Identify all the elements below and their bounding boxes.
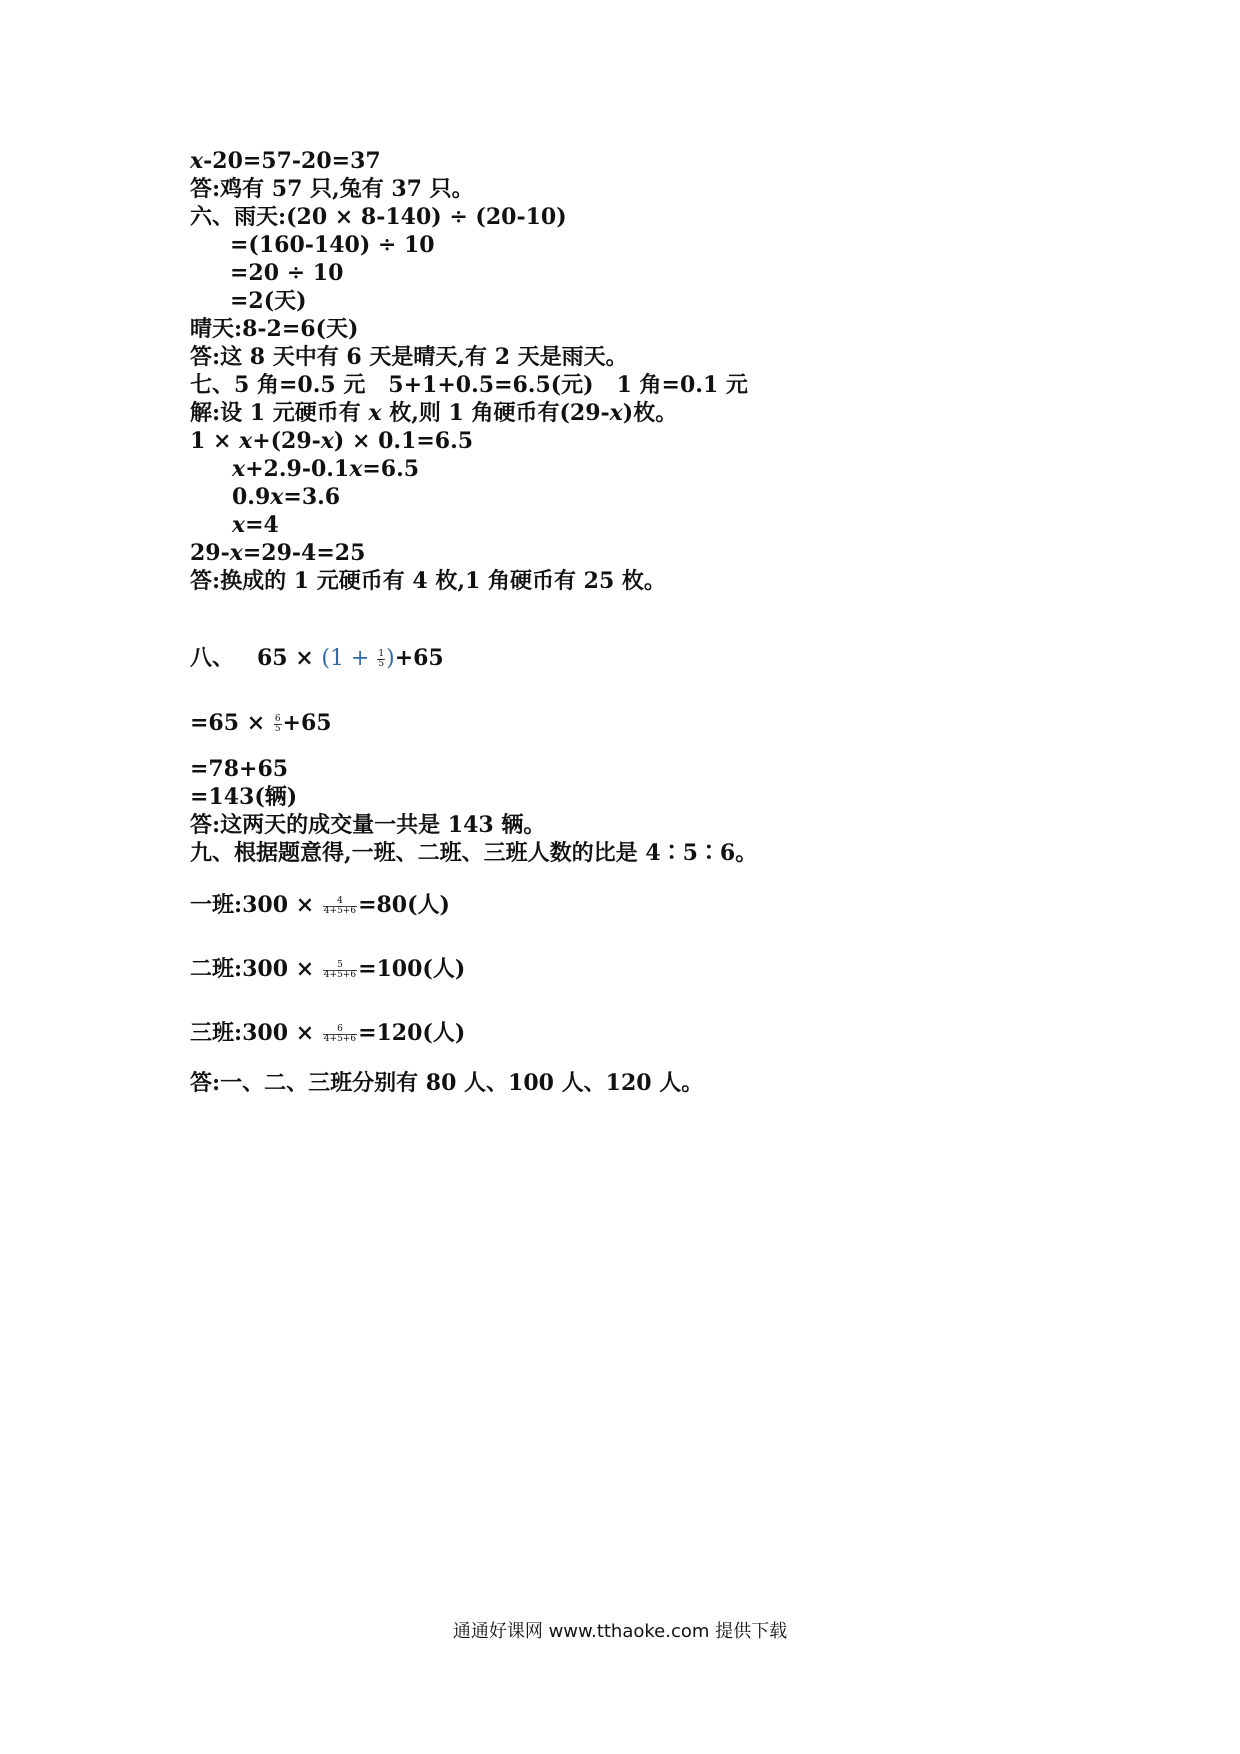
equation-line: =20 ÷ 10 bbox=[230, 260, 344, 286]
section-eight-heading bbox=[190, 645, 444, 672]
variable-x: x bbox=[368, 400, 382, 426]
text-segment: +2.9-0.1 bbox=[245, 456, 350, 482]
text-segment: 八、 65 × bbox=[190, 645, 322, 671]
equation-line bbox=[190, 428, 473, 454]
text-segment: 29- bbox=[190, 540, 230, 566]
section-nine-heading: 九、根据题意得,一班、二班、三班人数的比是 4∶5∶6。 bbox=[190, 840, 758, 866]
text-segment: +(29- bbox=[252, 428, 321, 454]
text-segment: 三班:300 × bbox=[190, 1020, 322, 1046]
text-segment: =65 × bbox=[190, 710, 273, 736]
paren-close: ) bbox=[386, 646, 395, 671]
equation-line bbox=[190, 540, 365, 566]
text-segment: 枚,则 1 角硬币有(29- bbox=[381, 400, 610, 426]
equation-line bbox=[190, 956, 465, 982]
footer-credit: 通通好课网 www.tthaoke.com 提供下载 bbox=[452, 1621, 788, 1642]
text-segment: 1 × bbox=[190, 428, 240, 454]
answer-line: 答:这两天的成交量一共是 143 辆。 bbox=[190, 812, 546, 838]
equation-line bbox=[190, 892, 450, 918]
equation-line bbox=[232, 484, 340, 510]
fraction-numerator: 1 bbox=[378, 648, 385, 659]
fraction-denominator: 5 bbox=[274, 723, 281, 734]
fraction-numerator: 6 bbox=[274, 713, 281, 724]
variable-x: x bbox=[320, 428, 334, 454]
fraction bbox=[323, 961, 357, 980]
equation-text: -20=57-20=37 bbox=[203, 148, 381, 174]
text-segment: 二班:300 × bbox=[190, 956, 322, 982]
equation-line: =78+65 bbox=[190, 756, 289, 782]
text-segment: =3.6 bbox=[283, 484, 341, 510]
solution-setup-line bbox=[190, 400, 677, 426]
fraction-denominator: 4+5+6 bbox=[323, 1033, 357, 1044]
answer-line: 答:换成的 1 元硬币有 4 枚,1 角硬币有 25 枚。 bbox=[190, 568, 666, 594]
variable-x: x bbox=[609, 400, 623, 426]
variable-x: x bbox=[232, 512, 246, 538]
equation-line bbox=[190, 710, 332, 736]
text-segment: =80(人) bbox=[358, 892, 450, 918]
fraction-denominator: 5 bbox=[378, 658, 385, 669]
variable-x: x bbox=[232, 456, 246, 482]
equation-line: 晴天:8-2=6(天) bbox=[190, 316, 359, 342]
answer-line: 答:一、二、三班分别有 80 人、100 人、120 人。 bbox=[190, 1070, 704, 1096]
variable-x: x bbox=[239, 428, 253, 454]
fraction-denominator: 4+5+6 bbox=[323, 905, 357, 916]
variable-x: x bbox=[349, 456, 363, 482]
equation-line bbox=[232, 512, 279, 538]
answer-line: 答:这 8 天中有 6 天是晴天,有 2 天是雨天。 bbox=[190, 344, 628, 370]
variable-x: x bbox=[229, 540, 243, 566]
equation-line: =2(天) bbox=[230, 288, 307, 314]
text-segment: =120(人) bbox=[358, 1020, 466, 1046]
fraction bbox=[377, 650, 385, 669]
text-segment: =4 bbox=[245, 512, 279, 538]
equation-line bbox=[190, 148, 381, 174]
fraction-numerator: 5 bbox=[337, 959, 343, 970]
answer-line: 答:鸡有 57 只,兔有 37 只。 bbox=[190, 176, 474, 202]
text-segment: +65 bbox=[282, 710, 332, 736]
text-segment: =29-4=25 bbox=[242, 540, 366, 566]
fraction-numerator: 6 bbox=[337, 1023, 343, 1034]
text-segment: =6.5 bbox=[362, 456, 420, 482]
fraction bbox=[323, 897, 357, 916]
text-segment: 一班:300 × bbox=[190, 892, 322, 918]
text-segment: )枚。 bbox=[622, 400, 678, 426]
section-six-heading: 六、雨天:(20 × 8-140) ÷ (20-10) bbox=[190, 204, 567, 230]
section-seven-heading: 七、5 角=0.5 元 5+1+0.5=6.5(元) 1 角=0.1 元 bbox=[190, 372, 748, 398]
text-segment: =100(人) bbox=[358, 956, 466, 982]
equation-line bbox=[190, 1020, 465, 1046]
paren-open: (1 + bbox=[321, 646, 377, 671]
fraction bbox=[274, 715, 282, 734]
text-segment: ) × 0.1=6.5 bbox=[333, 428, 474, 454]
variable-x: x bbox=[270, 484, 284, 510]
variable-x: x bbox=[190, 148, 204, 174]
equation-line: =143(辆) bbox=[190, 784, 298, 810]
equation-line: =(160-140) ÷ 10 bbox=[230, 232, 435, 258]
fraction-denominator: 4+5+6 bbox=[323, 969, 357, 980]
fraction-numerator: 4 bbox=[337, 895, 343, 906]
text-segment: 解:设 1 元硬币有 bbox=[190, 400, 369, 426]
fraction bbox=[323, 1025, 357, 1044]
text-segment: 0.9 bbox=[232, 484, 271, 510]
equation-line bbox=[232, 456, 419, 482]
text-segment: +65 bbox=[394, 645, 444, 671]
